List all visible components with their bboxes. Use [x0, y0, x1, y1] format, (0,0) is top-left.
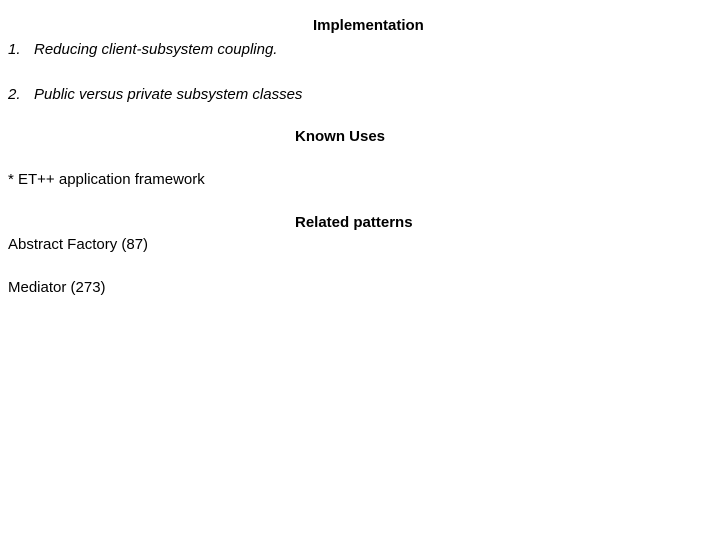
list-number: 1. — [8, 41, 21, 58]
implementation-heading: Implementation — [313, 17, 424, 34]
list-number: 2. — [8, 86, 21, 103]
list-item-text: Reducing client-subsystem coupling. — [34, 41, 278, 58]
known-uses-item: * ET++ application framework — [8, 171, 205, 188]
implementation-item-2 — [8, 86, 302, 104]
related-pattern-mediator: Mediator (273) — [8, 279, 106, 296]
list-item-text: Public versus private subsystem classes — [34, 86, 303, 103]
known-uses-heading: Known Uses — [295, 128, 386, 145]
related-patterns-heading: Related patterns — [295, 214, 413, 231]
implementation-item-1 — [8, 41, 277, 59]
related-pattern-abstract-factory: Abstract Factory (87) — [8, 236, 149, 253]
